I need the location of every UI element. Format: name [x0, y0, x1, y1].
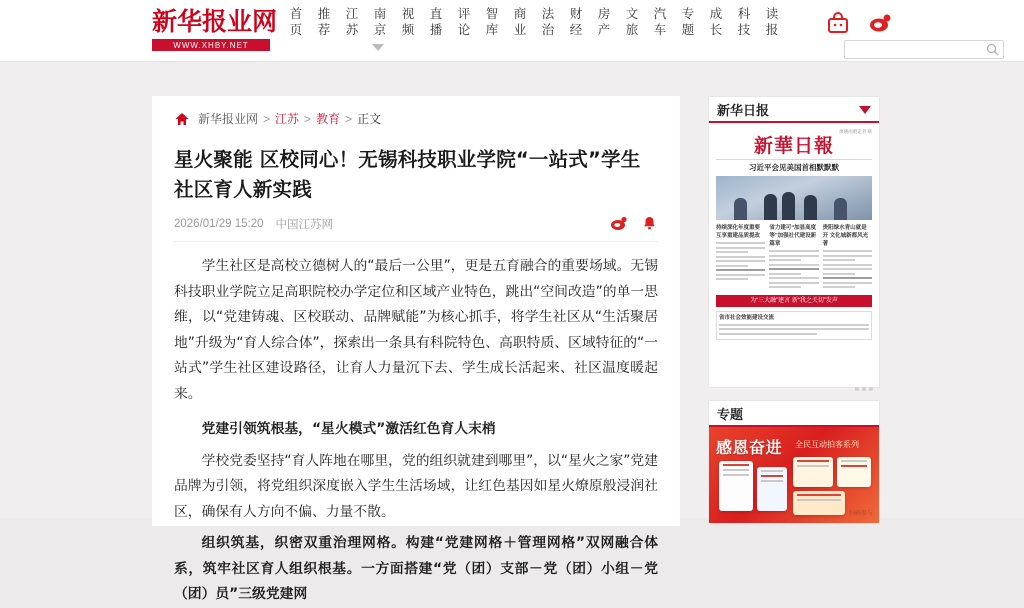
nav-item-14[interactable]: [674, 6, 702, 38]
nav-item-12-bottom: 旅: [625, 23, 639, 37]
nav-item-15-bottom: 长: [709, 23, 723, 37]
nav-item-15[interactable]: [702, 6, 730, 38]
nav-item-10-top: 财: [569, 7, 583, 21]
nav-item-17-top: 读: [765, 7, 779, 21]
nav-item-11-top: 房: [597, 7, 611, 21]
nav-item-10[interactable]: [562, 6, 590, 38]
site-logo[interactable]: [152, 7, 278, 51]
nav-item-6[interactable]: [450, 6, 478, 38]
main-nav: [282, 6, 786, 38]
home-icon[interactable]: [174, 111, 190, 127]
nav-item-16-bottom: 技: [737, 23, 751, 37]
search-box[interactable]: [844, 40, 1004, 59]
nav-item-12-top: 文: [625, 7, 639, 21]
nav-item-4[interactable]: [394, 6, 422, 38]
article-panel: [152, 96, 680, 602]
nav-item-8-bottom: 业: [513, 23, 527, 37]
nav-item-13-bottom: 车: [653, 23, 667, 37]
breadcrumb-sep-1: >: [263, 111, 271, 126]
nav-item-8[interactable]: [506, 6, 534, 38]
promo-panel-title: 专题: [717, 407, 744, 423]
nav-item-15-top: 成: [709, 7, 723, 21]
nav-item-9-bottom: 治: [541, 23, 555, 37]
promo-banner-subtitle: 全民互动拍客系列: [795, 440, 859, 449]
nav-item-3-top: 南: [373, 7, 387, 21]
nav-item-0[interactable]: [282, 6, 310, 38]
chevron-down-icon[interactable]: [372, 44, 384, 51]
nav-item-9[interactable]: [534, 6, 562, 38]
promo-pagination-dots[interactable]: [855, 387, 873, 391]
breadcrumb-home[interactable]: 新华报业网: [198, 112, 259, 126]
nav-item-8-top: 商: [513, 7, 527, 21]
header-icons: [826, 12, 892, 34]
nav-item-5-bottom: 播: [429, 23, 443, 37]
site-logo-url: WWW.XHBY.NET: [152, 39, 270, 51]
promo-banner[interactable]: [709, 427, 879, 523]
promo-banner-title: 感恩奋进: [716, 438, 783, 457]
breadcrumb-sep-2: >: [304, 111, 312, 126]
nav-item-1-bottom: 荐: [317, 23, 331, 37]
nav-item-7-top: 智: [485, 7, 499, 21]
newspaper-col-head-0: 持续深化年度重要 互享重建品质提改: [716, 225, 761, 239]
newspaper-red-banner: 为“三大融”建言 新“我之关切”发声: [716, 295, 872, 307]
promo-panel-header: [709, 401, 879, 427]
nav-item-4-top: 视: [401, 7, 415, 21]
nav-item-9-top: 法: [541, 7, 555, 21]
nav-item-2-bottom: 苏: [345, 23, 359, 37]
nav-item-11-bottom: 产: [597, 23, 611, 37]
site-header: [0, 0, 1024, 62]
promo-card-2: [757, 467, 787, 511]
newspaper-sidebar-headline: 贵阳绿水青山就是 开 文化城新都风光著: [822, 225, 869, 247]
newspaper-headline: 习近平会见美国首相默默默: [749, 163, 839, 172]
nav-item-6-top: 评: [457, 7, 471, 21]
newspaper-columns: [716, 224, 872, 291]
nav-item-2[interactable]: [338, 6, 366, 38]
article-paragraph-3: 组织筑基，织密双重治理网格。构建“党建网格＋管理网格”双网融合体系，筑牢社区育人组织根基。一方面搭建“党（团）支部－党（团）小组－党（团）员”三级党建网: [174, 535, 658, 602]
nav-item-10-bottom: 经: [569, 23, 583, 37]
nav-item-17-bottom: 报: [765, 23, 779, 37]
search-icon[interactable]: [986, 43, 999, 56]
nav-item-3[interactable]: [366, 6, 394, 38]
nav-item-2-top: 江: [345, 7, 359, 21]
nav-item-12[interactable]: [618, 6, 646, 38]
article-paragraph-0: 学生社区是高校立德树人的“最后一公里”，更是五育融合的重要场域。无锡科技职业学院立足高职院校办学定位和区域产业特色，跳出“空间改造”的单一思维，以“党建铸魂、区校联动、品牌赋能”为核心抓手，将学生社区从“生活聚居地”升级为“育人综合体”，探索出一条具有科院特色、高职特质、区域特征的“一站式”学生社区建设路径，让育人力量沉下去、学生成长活起来、社区温度暖起来。: [174, 258, 658, 402]
nav-item-1[interactable]: [310, 6, 338, 38]
breadcrumb-level-1[interactable]: 江苏: [275, 112, 300, 126]
nav-item-13[interactable]: [646, 6, 674, 38]
newspaper-panel-title: 新华日报: [717, 103, 770, 119]
article-meta: [174, 215, 658, 242]
nav-item-11[interactable]: [590, 6, 618, 38]
nav-item-1-top: 推: [317, 7, 331, 21]
newspaper-column-left: [716, 224, 765, 291]
newspaper-panel-header: [709, 97, 879, 123]
sidebar: [708, 96, 880, 524]
promo-card-3: [793, 457, 833, 487]
newspaper-col-head-1: 省力建可“加显高度等”加强社代建设新篇章: [769, 225, 817, 247]
promo-card-1: [719, 461, 753, 511]
bell-icon[interactable]: [641, 215, 658, 232]
nav-item-6-bottom: 论: [457, 23, 471, 37]
nav-item-0-bottom: 页: [289, 23, 303, 37]
nav-item-0-top: 首: [289, 7, 303, 21]
nav-item-3-bottom: 京: [373, 23, 387, 37]
newspaper-front-page[interactable]: [709, 123, 879, 387]
promo-panel: [708, 400, 880, 524]
article-actions: [610, 215, 658, 232]
newspaper-strapline: 康晓雨昭走者 联: [839, 129, 872, 134]
article-date: 2026/01/29 15:20: [174, 217, 264, 230]
weibo-icon[interactable]: [868, 12, 892, 34]
article-paragraph-1: 党建引领筑根基，“星火模式”激活红色育人末梢: [201, 421, 496, 437]
breadcrumb-sep-3: >: [345, 111, 353, 126]
article-source: 中国江苏网: [275, 218, 334, 231]
promo-card-5: [837, 457, 871, 487]
newspaper-column-mid: [769, 224, 818, 291]
nav-item-16[interactable]: [730, 6, 758, 38]
nav-item-14-bottom: 题: [681, 23, 695, 37]
nav-item-5-top: 直: [429, 7, 443, 21]
nav-item-14-top: 专: [681, 7, 695, 21]
chevron-down-icon[interactable]: [859, 106, 871, 114]
newspaper-bottom-box: [716, 311, 872, 341]
nav-item-7[interactable]: [478, 6, 506, 38]
nav-item-5[interactable]: [422, 6, 450, 38]
nav-item-16-top: 科: [737, 7, 751, 21]
breadcrumb-level-2[interactable]: 教育: [316, 112, 341, 126]
breadcrumb: [174, 110, 658, 131]
weibo-share-icon[interactable]: [610, 215, 627, 232]
article-paragraph-2: 学校党委坚持“育人阵地在哪里，党的组织就建到哪里”，以“星火之家”党建品牌为引领，将党组织深度嵌入学生生活场域，让红色基因如星火燎原般浸润社区，确保有人方向不偏、力量不散。: [174, 452, 658, 520]
article-body: [174, 254, 658, 608]
nav-item-4-bottom: 频: [401, 23, 415, 37]
newspaper-panel: [708, 96, 880, 388]
newspaper-column-right: [823, 224, 872, 291]
nav-item-7-bottom: 库: [485, 23, 499, 37]
site-logo-text: 新华报业网: [152, 7, 278, 36]
nav-item-13-top: 汽: [653, 7, 667, 21]
page-title: 星火聚能 区校同心！无锡科技职业学院“一站式”学生社区育人新实践: [174, 148, 641, 201]
breadcrumb-current: 正文: [357, 112, 382, 126]
nav-item-17[interactable]: [758, 6, 786, 38]
newspaper-photo: [716, 176, 872, 220]
shop-icon[interactable]: [826, 12, 850, 34]
newspaper-box-text: 省市社会效能建设交流: [719, 314, 775, 321]
promo-badge: 扫码参与: [848, 511, 873, 517]
newspaper-masthead: 新華日報: [716, 135, 872, 160]
promo-card-4: [793, 491, 845, 515]
